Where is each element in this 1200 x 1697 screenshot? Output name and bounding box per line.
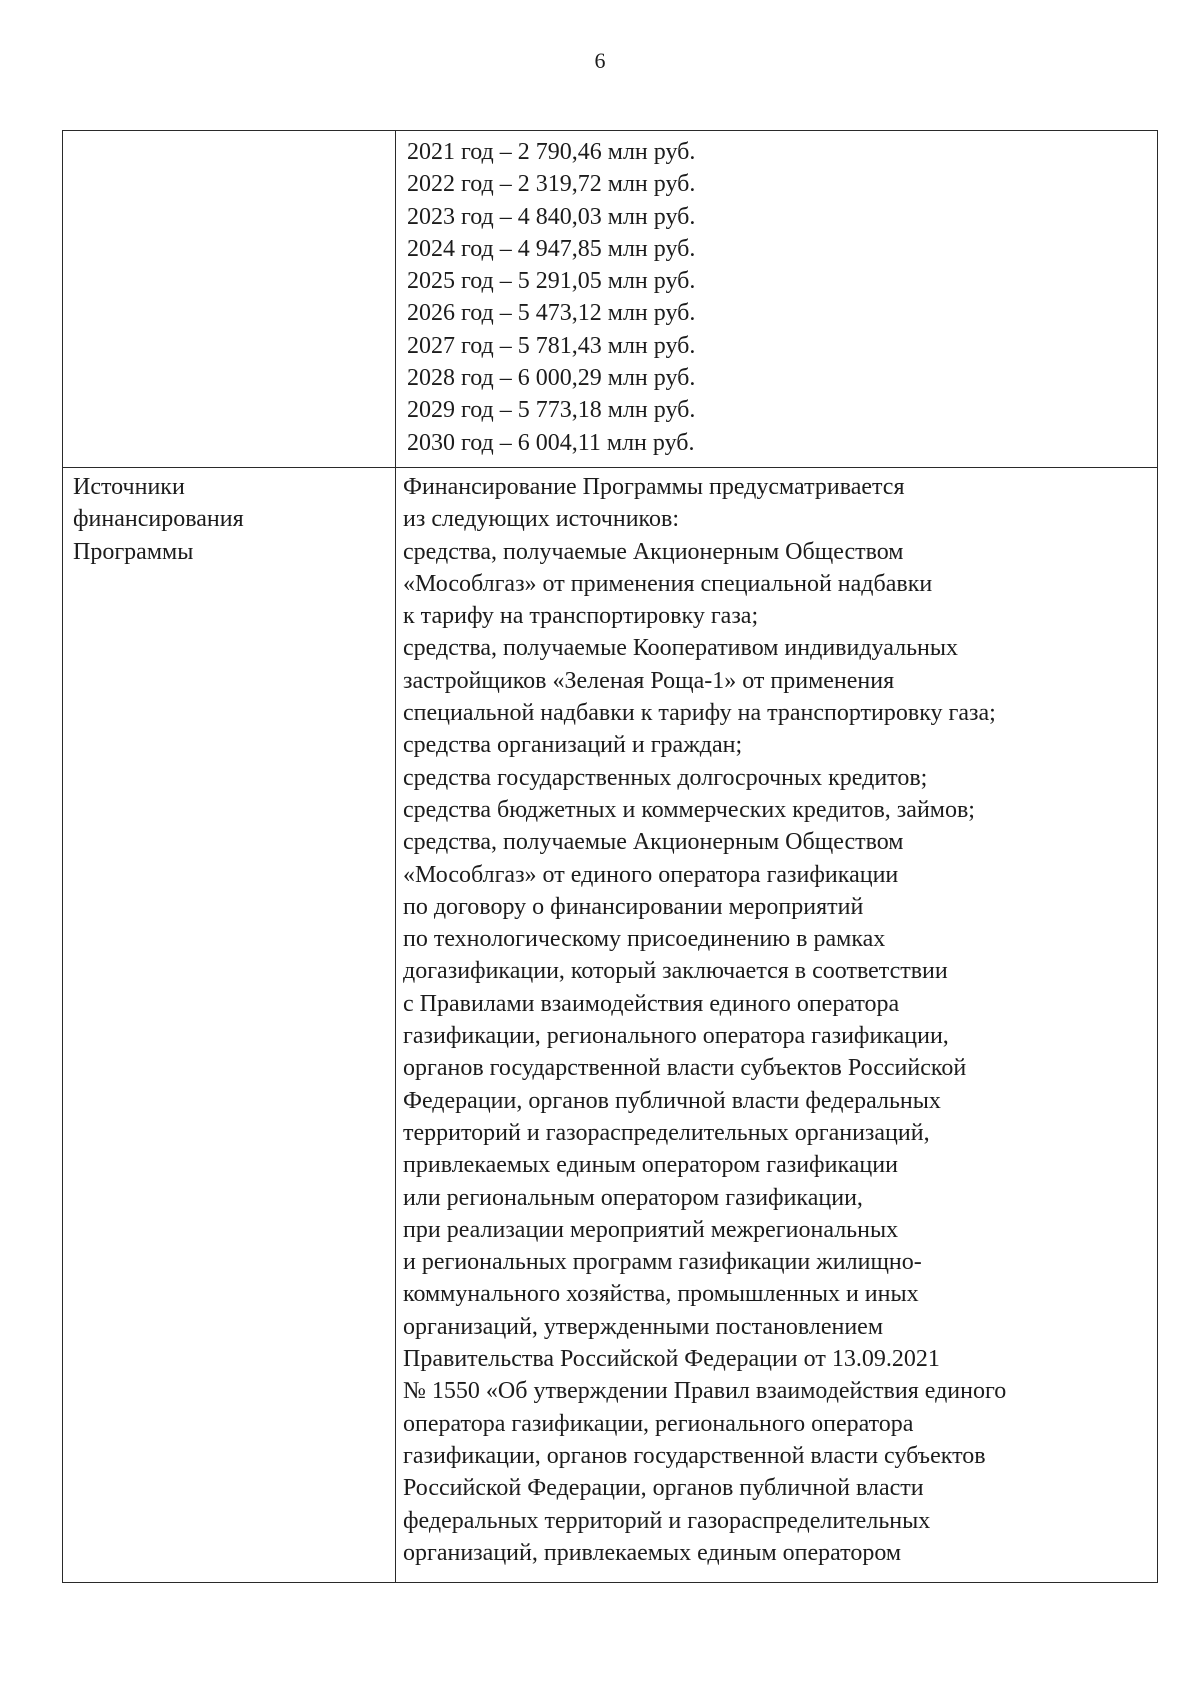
sources-text-line: газификации, органов государственной власти субъектов	[403, 1442, 986, 1469]
funding-year-line: 2024 год – 4 947,85 млн руб.	[407, 235, 696, 262]
funding-year-line: 2028 год – 6 000,29 млн руб.	[407, 365, 696, 392]
sources-text-line: к тарифу на транспортировку газа;	[403, 603, 759, 630]
program-passport-table	[62, 130, 1158, 1583]
sources-text-line: средства, получаемые Акционерным Обществом	[403, 538, 904, 565]
sources-text-line: газификации, регионального оператора газификации,	[403, 1023, 949, 1050]
sources-text-line: органов государственной власти субъектов Российской	[403, 1055, 967, 1082]
sources-text-line: и региональных программ газификации жилищно-	[403, 1249, 922, 1276]
funding-year-line: 2021 год – 2 790,46 млн руб.	[407, 139, 696, 165]
sources-text-line: средства бюджетных и коммерческих кредитов, займов;	[403, 796, 975, 823]
sources-text-line: застройщиков «Зеленая Роща-1» от применения	[403, 667, 895, 694]
sources-text-line: из следующих источников:	[403, 506, 679, 533]
sources-text-line: специальной надбавки к тарифу на транспортировку газа;	[403, 700, 996, 727]
sources-text-line: организаций, привлекаемых единым оператором	[403, 1539, 902, 1566]
sources-text-line: при реализации мероприятий межрегиональных	[403, 1216, 899, 1243]
sources-label-line: Источники	[73, 474, 185, 500]
sources-text-line: № 1550 «Об утверждении Правил взаимодействия единого	[403, 1378, 1007, 1405]
sources-text-line: Правительства Российской Федерации от 13.09.2021	[403, 1346, 940, 1373]
sources-label-line: Программы	[73, 538, 194, 565]
sources-text-line: оператора газификации, регионального оператора	[403, 1410, 914, 1437]
sources-text-line: или региональным оператором газификации,	[403, 1184, 863, 1211]
sources-label-cell	[73, 471, 244, 568]
funding-year-line: 2030 год – 6 004,11 млн руб.	[407, 429, 695, 456]
sources-text-line: Федерации, органов публичной власти федеральных	[403, 1087, 941, 1114]
sources-text-line: территорий и газораспределительных организаций,	[403, 1119, 930, 1146]
sources-text-line: догазификации, который заключается в соответствии	[403, 958, 948, 985]
sources-text-line: средства государственных долгосрочных кредитов;	[403, 764, 928, 791]
funding-year-line: 2023 год – 4 840,03 млн руб.	[407, 203, 696, 230]
sources-text-line: по договору о финансировании мероприятий	[403, 893, 864, 920]
page-number: 6	[594, 48, 606, 73]
sources-text-cell	[403, 471, 1006, 1569]
sources-text-line: «Мособлгаз» от единого оператора газификации	[403, 861, 899, 888]
sources-text-line: федеральных территорий и газораспределительных	[403, 1507, 931, 1534]
sources-label-line: финансирования	[73, 506, 244, 533]
sources-text-line: «Мособлгаз» от применения специальной надбавки	[403, 570, 933, 597]
sources-text-line: средства, получаемые Акционерным Обществом	[403, 829, 904, 856]
funding-year-line: 2025 год – 5 291,05 млн руб.	[407, 268, 696, 295]
sources-text-line: организаций, утвержденными постановлением	[403, 1313, 884, 1340]
funding-year-line: 2022 год – 2 319,72 млн руб.	[407, 171, 696, 198]
sources-text-line: Финансирование Программы предусматривается	[403, 474, 905, 500]
sources-text-line: средства, получаемые Кооперативом индивидуальных	[403, 635, 958, 662]
sources-text-line: средства организаций и граждан;	[403, 732, 743, 759]
funding-year-line: 2026 год – 5 473,12 млн руб.	[407, 300, 696, 327]
funding-year-line: 2029 год – 5 773,18 млн руб.	[407, 397, 696, 424]
row-divider	[63, 467, 1157, 468]
sources-text-line: коммунального хозяйства, промышленных и иных	[403, 1281, 919, 1308]
sources-text-line: Российской Федерации, органов публичной власти	[403, 1475, 924, 1502]
sources-text-line: привлекаемых единым оператором газификации	[403, 1152, 898, 1179]
funding-year-line: 2027 год – 5 781,43 млн руб.	[407, 332, 696, 359]
sources-text-line: с Правилами взаимодействия единого оператора	[403, 990, 900, 1017]
funding-by-year-cell	[407, 136, 695, 459]
sources-text-line: по технологическому присоединению в рамках	[403, 926, 886, 953]
column-divider	[395, 131, 396, 1582]
